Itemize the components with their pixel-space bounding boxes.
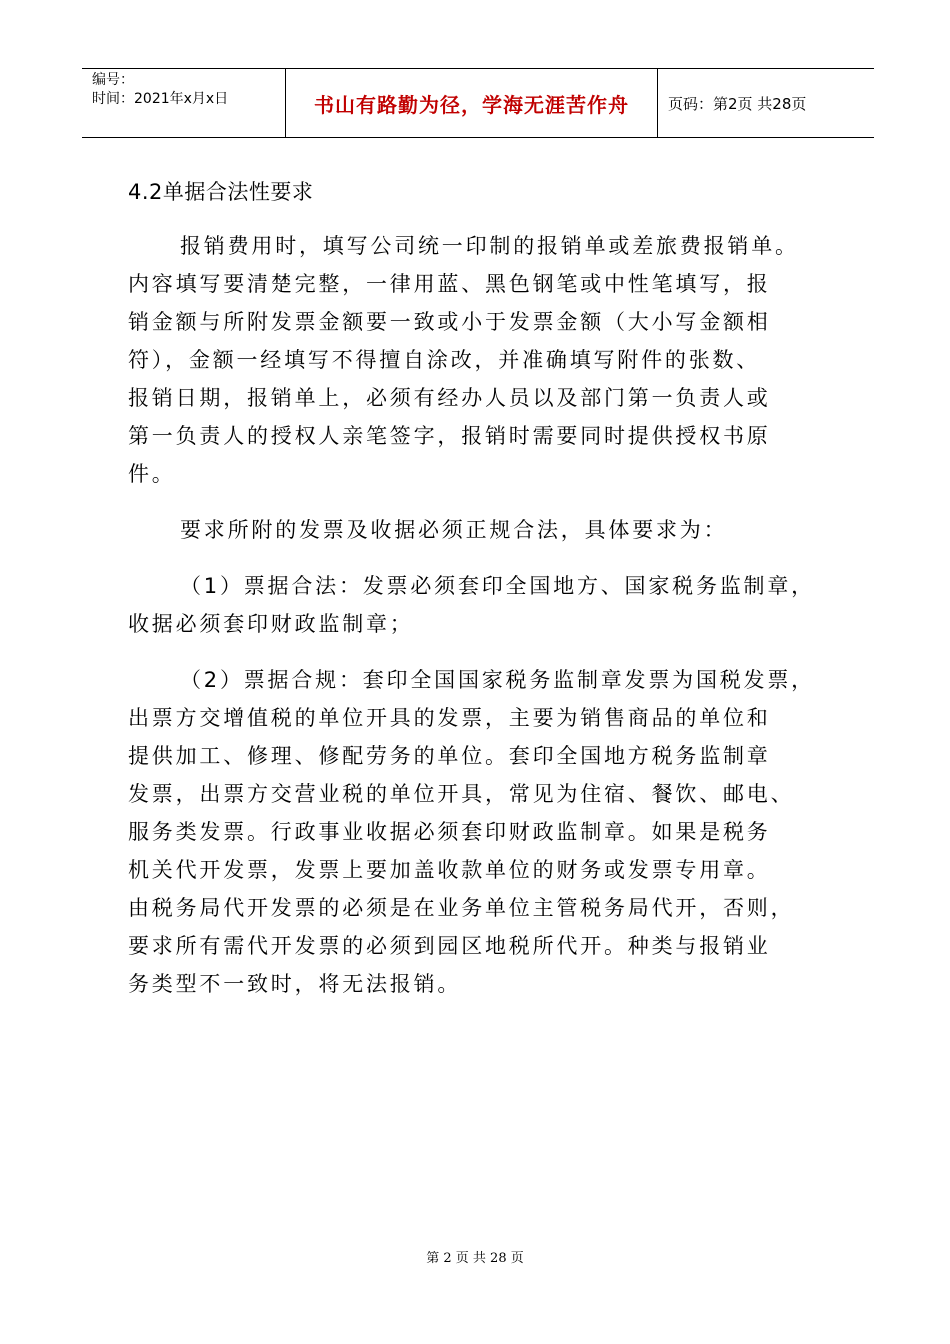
text-line: 报销费用时，填写公司统一印制的报销单或差旅费报销单。 <box>180 234 799 258</box>
text-line: 件。 <box>128 462 176 486</box>
section-heading: 4.2单据合法性要求 <box>128 180 314 204</box>
header-page-cell <box>658 69 874 137</box>
number-label: 编号： <box>92 72 134 88</box>
text-line: 内容填写要清楚完整，一律用蓝、黑色钢笔或中性笔填写，报 <box>128 272 771 296</box>
page-header <box>82 68 874 138</box>
text-line: 销金额与所附发票金额要一致或小于发票金额（大小写金额相 <box>128 310 771 334</box>
header-motto-cell <box>286 69 658 137</box>
text-line: 第一负责人的授权人亲笔签字，报销时需要同时提供授权书原 <box>128 424 771 448</box>
time-label: 时间：2021年x月x日 <box>92 91 229 107</box>
paragraph <box>128 511 848 549</box>
paragraph <box>128 661 848 1003</box>
text-line: （2）票据合规：套印全国国家税务监制章发票为国税发票， <box>180 668 815 692</box>
text-line: 机关代开发票，发票上要加盖收款单位的财务或发票专用章。 <box>128 858 771 882</box>
text-line: （1）票据合法：发票必须套印全国地方、国家税务监制章， <box>180 574 815 598</box>
text-line: 发票，出票方交营业税的单位开具，常见为住宿、餐饮、邮电、 <box>128 782 795 806</box>
text-line: 出票方交增值税的单位开具的发票，主要为销售商品的单位和 <box>128 706 771 730</box>
text-line: 符），金额一经填写不得擅自涂改，并准确填写附件的张数、 <box>128 348 761 372</box>
page-label: 页码：第2页 共28页 <box>668 94 807 113</box>
text-line: 服务类发票。行政事业收据必须套印财政监制章。如果是税务 <box>128 820 771 844</box>
text-line: 要求所有需代开发票的必须到园区地税所代开。种类与报销业 <box>128 934 771 958</box>
paragraph <box>128 227 848 493</box>
page-footer: 第 2 页 共 28 页 <box>426 1251 524 1266</box>
document-body <box>128 176 848 1021</box>
text-line: 收据必须套印财政监制章； <box>128 612 414 636</box>
text-line: 报销日期，报销单上，必须有经办人员以及部门第一负责人或 <box>128 386 771 410</box>
header-left-cell <box>82 69 286 137</box>
text-line: 由税务局代开发票的必须是在业务单位主管税务局代开，否则， <box>128 896 795 920</box>
text-line: 务类型不一致时，将无法报销。 <box>128 972 462 996</box>
text-line: 要求所附的发票及收据必须正规合法，具体要求为： <box>180 518 728 542</box>
text-line: 提供加工、修理、修配劳务的单位。套印全国地方税务监制章 <box>128 744 771 768</box>
paragraph <box>128 567 848 643</box>
motto-text: 书山有路勤为径，学海无涯苦作舟 <box>314 92 629 117</box>
